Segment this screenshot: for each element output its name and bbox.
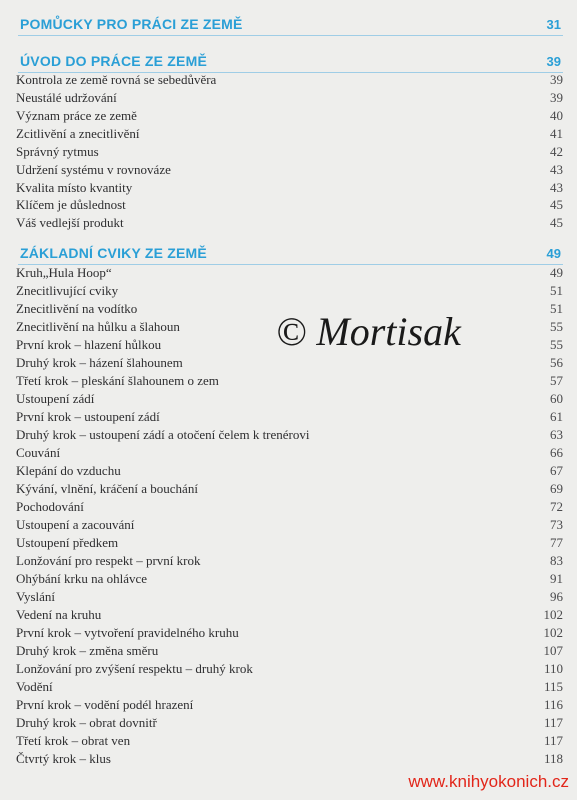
entry-page: 51 <box>550 301 563 316</box>
entry-page: 45 <box>550 215 563 230</box>
entry-label: Druhý krok – změna směru <box>16 643 159 658</box>
entry-page: 63 <box>550 427 563 442</box>
toc-row <box>16 354 563 371</box>
section-title: POMŮCKY PRO PRÁCI ZE ZEMĚ <box>20 16 243 32</box>
entry-label: Neustálé udržování <box>16 90 117 105</box>
entry-label: Druhý krok – ustoupení zádí a otočení čelem k trenérovi <box>16 427 310 442</box>
entry-page: 61 <box>550 409 563 424</box>
entry-label: Ustoupení předkem <box>16 535 119 550</box>
toc-row <box>16 390 563 407</box>
entry-page: 55 <box>550 337 563 352</box>
toc-row <box>16 179 563 196</box>
section-heading <box>18 242 563 265</box>
entry-page: 116 <box>543 697 563 712</box>
entry-label: Znecitlivění na hůlku a šlahoun <box>16 319 180 334</box>
entry-label: Váš vedlejší produkt <box>16 215 124 230</box>
toc-row <box>16 71 563 88</box>
entry-page: 117 <box>543 733 563 748</box>
site-url: www.knihyokonich.cz <box>408 772 569 791</box>
entry-page: 107 <box>543 643 563 658</box>
toc-row <box>16 732 563 749</box>
entry-label: Zcitlivění a znecitlivění <box>16 126 140 141</box>
toc-row <box>16 642 563 659</box>
entry-page: 77 <box>550 535 563 550</box>
entry-label: První krok – hlazení hůlkou <box>16 337 162 352</box>
toc-row <box>16 107 563 124</box>
toc-row <box>16 588 563 605</box>
entry-page: 60 <box>550 391 563 406</box>
entry-page: 91 <box>550 571 563 586</box>
entry-label: Třetí krok – pleskání šlahounem o zem <box>16 373 219 388</box>
toc-row <box>16 480 563 497</box>
toc-row <box>16 714 563 731</box>
entry-label: Kruh„Hula Hoop“ <box>16 265 112 280</box>
toc-row <box>16 161 563 178</box>
entry-page: 55 <box>550 319 563 334</box>
entry-page: 72 <box>550 499 563 514</box>
section-page: 31 <box>546 17 561 32</box>
entry-page: 102 <box>543 625 563 640</box>
entry-page: 67 <box>550 463 563 478</box>
section-page: 49 <box>546 246 561 261</box>
toc-row <box>16 534 563 551</box>
entry-label: Správný rytmus <box>16 144 99 159</box>
toc-row <box>16 282 563 299</box>
toc-row <box>16 624 563 641</box>
toc-row <box>16 552 563 569</box>
entry-page: 69 <box>550 481 563 496</box>
entry-page: 110 <box>543 661 563 676</box>
toc-row <box>16 125 563 142</box>
toc-row <box>16 606 563 623</box>
entry-page: 40 <box>550 108 563 123</box>
entry-label: Kvalita místo kvantity <box>16 180 133 195</box>
entry-label: Pochodování <box>16 499 84 514</box>
entry-label: Klíčem je důslednost <box>16 197 126 212</box>
entry-label: Druhý krok – házení šlahounem <box>16 355 183 370</box>
entry-page: 43 <box>550 180 563 195</box>
toc-row <box>16 750 563 767</box>
section-heading <box>18 13 563 36</box>
entry-label: Vyslání <box>16 589 55 604</box>
entry-page: 57 <box>550 373 563 388</box>
entry-label: Kontrola ze země rovná se sebedůvěra <box>16 72 217 87</box>
toc-row <box>16 498 563 515</box>
entry-page: 83 <box>550 553 563 568</box>
entry-page: 43 <box>550 162 563 177</box>
entry-label: Lonžování pro respekt – první krok <box>16 553 201 568</box>
entry-label: Čtvrtý krok – klus <box>16 751 111 766</box>
toc-row <box>16 408 563 425</box>
entry-label: Ustoupení zádí <box>16 391 95 406</box>
entry-page: 45 <box>550 197 563 212</box>
entry-page: 117 <box>543 715 563 730</box>
entry-page: 39 <box>550 90 563 105</box>
entry-page: 118 <box>543 751 563 766</box>
entry-page: 66 <box>550 445 563 460</box>
entry-label: První krok – vytvoření pravidelného kruhu <box>16 625 239 640</box>
entry-page: 49 <box>550 265 563 280</box>
toc-row <box>16 143 563 160</box>
entry-page: 39 <box>550 72 563 87</box>
entry-page: 115 <box>543 679 563 694</box>
entry-label: Ohýbání krku na ohlávce <box>16 571 148 586</box>
entry-label: První krok – ustoupení zádí <box>16 409 160 424</box>
section-title: ZÁKLADNÍ CVIKY ZE ZEMĚ <box>20 245 207 261</box>
entry-label: Znecitlivění na vodítko <box>16 301 138 316</box>
toc-row <box>16 516 563 533</box>
entry-page: 42 <box>550 144 563 159</box>
toc-row <box>16 196 563 213</box>
entry-label: Vodění <box>16 679 53 694</box>
toc-row <box>16 696 563 713</box>
section-heading <box>18 50 563 73</box>
entry-label: První krok – vodění podél hrazení <box>16 697 194 712</box>
entry-page: 96 <box>550 589 563 604</box>
entry-label: Klepání do vzduchu <box>16 463 121 478</box>
toc-row <box>16 570 563 587</box>
entry-page: 41 <box>550 126 563 141</box>
entry-label: Couvání <box>16 445 61 460</box>
entry-page: 102 <box>543 607 563 622</box>
entry-label: Třetí krok – obrat ven <box>16 733 131 748</box>
toc-row <box>16 426 563 443</box>
entry-label: Ustoupení a zacouvání <box>16 517 135 532</box>
section-page: 39 <box>546 54 561 69</box>
toc-row <box>16 372 563 389</box>
toc-row <box>16 678 563 695</box>
entry-label: Druhý krok – obrat dovnitř <box>16 715 157 730</box>
watermark-text: © Mortisak <box>276 309 461 354</box>
toc-row <box>16 660 563 677</box>
toc-row <box>16 214 563 231</box>
toc-row <box>16 264 563 281</box>
entry-page: 51 <box>550 283 563 298</box>
entry-label: Udržení systému v rovnováze <box>16 162 171 177</box>
entry-page: 56 <box>550 355 563 370</box>
entry-label: Význam práce ze země <box>16 108 137 123</box>
section-title: ÚVOD DO PRÁCE ZE ZEMĚ <box>20 53 207 69</box>
toc-row <box>16 89 563 106</box>
entry-label: Lonžování pro zvýšení respektu – druhý krok <box>16 661 253 676</box>
entry-page: 73 <box>550 517 563 532</box>
toc-row <box>16 462 563 479</box>
entry-label: Vedení na kruhu <box>16 607 102 622</box>
toc-row <box>16 444 563 461</box>
entry-label: Kývání, vlnění, kráčení a bouchání <box>16 481 198 496</box>
entry-label: Znecitlivující cviky <box>16 283 119 298</box>
